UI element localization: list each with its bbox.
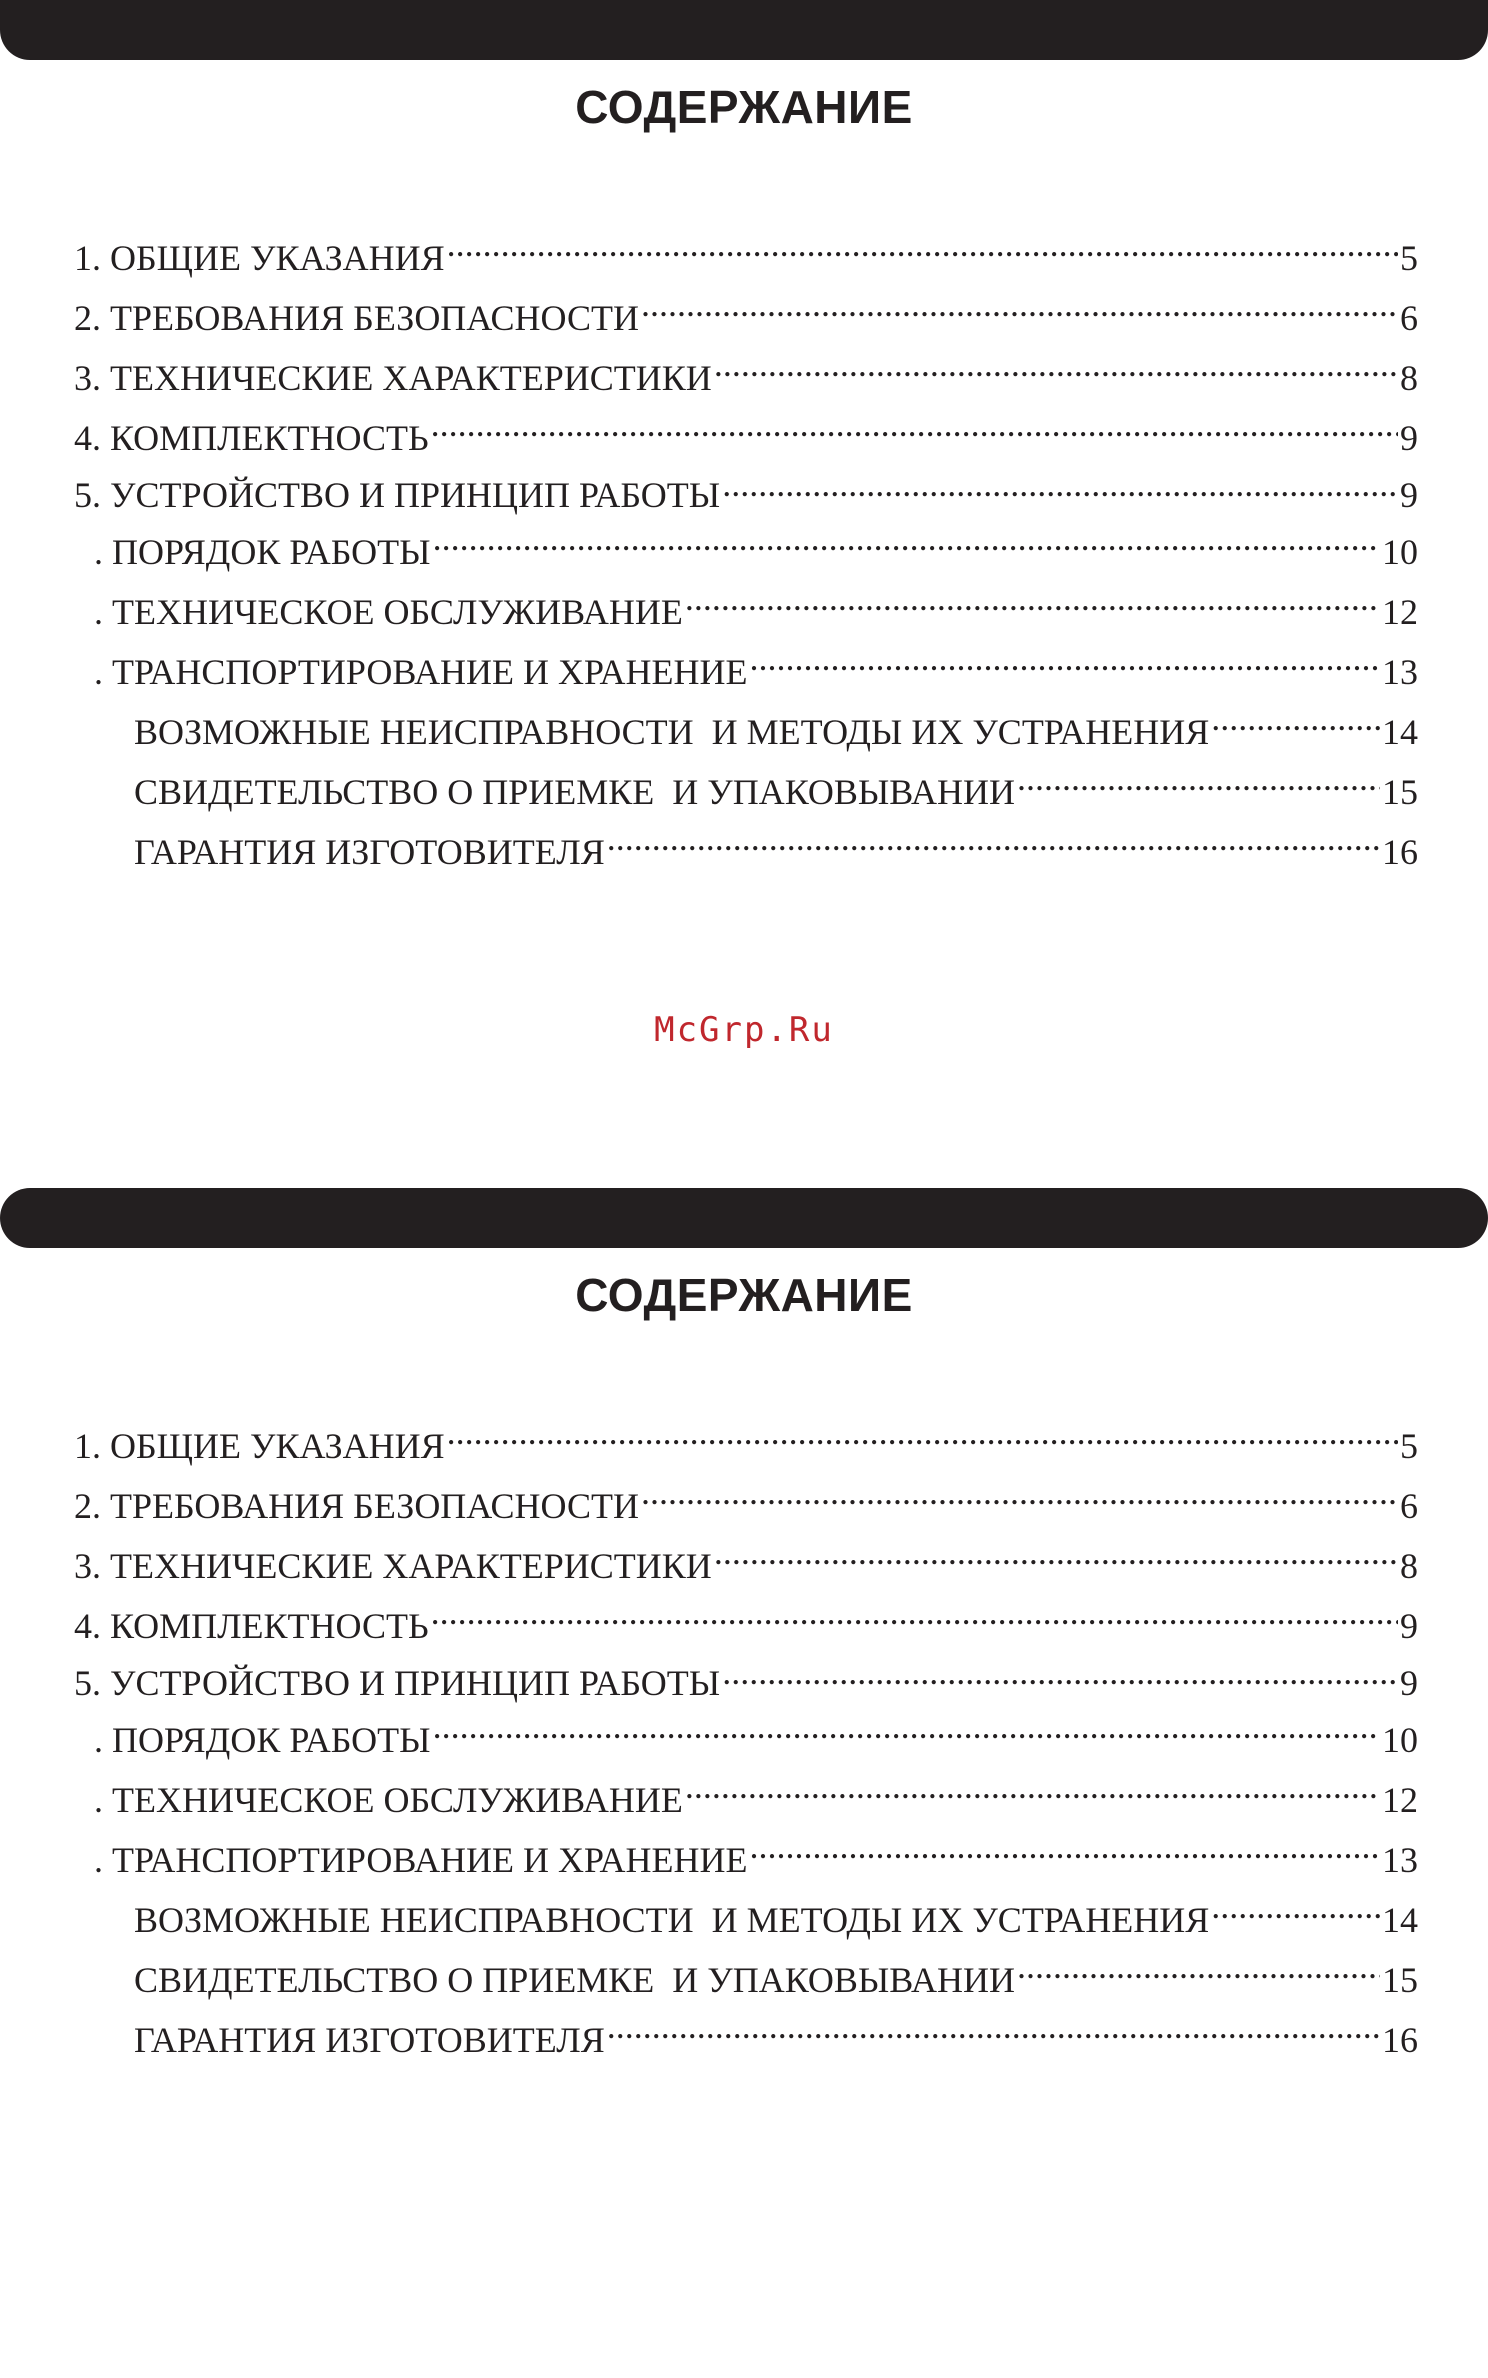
toc-number: 4.: [74, 1606, 101, 1646]
toc-entry-transport[interactable]: [74, 642, 1418, 702]
toc-number: .: [94, 532, 103, 572]
toc-label: ТЕХНИЧЕСКОЕ ОБСЛУЖИВАНИЕ: [112, 592, 683, 632]
dot-leader: [685, 1776, 1380, 1812]
toc-entry-warranty[interactable]: [74, 822, 1418, 882]
dot-leader: [749, 648, 1380, 684]
toc-label: ВОЗМОЖНЫЕ НЕИСПРАВНОСТИ И МЕТОДЫ ИХ УСТРАНЕНИЯ: [134, 1900, 1210, 1940]
toc-label: УСТРОЙСТВО И ПРИНЦИП РАБОТЫ: [110, 1663, 721, 1703]
toc-page-number: 6: [1400, 1486, 1418, 1526]
toc-label: ТРЕБОВАНИЯ БЕЗОПАСНОСТИ: [110, 1486, 639, 1526]
dot-leader: [685, 588, 1380, 624]
toc-page-number: 14: [1382, 1900, 1418, 1940]
toc-entry-acceptance[interactable]: [74, 1950, 1418, 2010]
toc-entry-design[interactable]: [74, 468, 1418, 522]
toc-number: .: [94, 1840, 103, 1880]
toc-label: ОБЩИЕ УКАЗАНИЯ: [110, 1426, 445, 1466]
toc-number: 3.: [74, 358, 101, 398]
toc-page-number: 5: [1400, 238, 1418, 278]
toc-page-number: 15: [1382, 1960, 1418, 2000]
dot-leader: [722, 471, 1398, 507]
toc-label: ТРАНСПОРТИРОВАНИЕ И ХРАНЕНИЕ: [112, 652, 748, 692]
dot-leader: [447, 234, 1398, 270]
toc-number: 1.: [74, 1426, 101, 1466]
toc-entry-design[interactable]: [74, 1656, 1418, 1710]
toc-number: 3.: [74, 1546, 101, 1586]
toc-number: 2.: [74, 1486, 101, 1526]
dot-leader: [607, 828, 1380, 864]
toc-label: СВИДЕТЕЛЬСТВО О ПРИЕМКЕ И УПАКОВЫВАНИИ: [134, 772, 1016, 812]
toc-page-number: 5: [1400, 1426, 1418, 1466]
toc-label: ТРАНСПОРТИРОВАНИЕ И ХРАНЕНИЕ: [112, 1840, 748, 1880]
toc-label: ПОРЯДОК РАБОТЫ: [112, 532, 431, 572]
toc-label: СВИДЕТЕЛЬСТВО О ПРИЕМКЕ И УПАКОВЫВАНИИ: [134, 1960, 1016, 2000]
toc-entry-specs[interactable]: [74, 348, 1418, 408]
toc-label: КОМПЛЕКТНОСТЬ: [110, 418, 429, 458]
dot-leader: [749, 1836, 1380, 1872]
toc-entry-operation[interactable]: [74, 522, 1418, 582]
dot-leader: [1211, 708, 1380, 744]
dot-leader: [641, 294, 1398, 330]
toc-page-number: 9: [1400, 418, 1418, 458]
toc-page-number: 10: [1382, 1720, 1418, 1760]
toc-page-number: 6: [1400, 298, 1418, 338]
header-bar: [0, 0, 1488, 60]
toc-label: ОБЩИЕ УКАЗАНИЯ: [110, 238, 445, 278]
dot-leader: [1017, 1956, 1380, 1992]
toc-label: ТЕХНИЧЕСКИЕ ХАРАКТЕРИСТИКИ: [110, 358, 712, 398]
toc-number: .: [94, 652, 103, 692]
toc-entry-contents[interactable]: [74, 1596, 1418, 1656]
toc-page-number: 8: [1400, 358, 1418, 398]
toc-number: .: [94, 1780, 103, 1820]
toc-entry-specs[interactable]: [74, 1536, 1418, 1596]
toc-number: 5.: [74, 475, 101, 515]
toc-label: КОМПЛЕКТНОСТЬ: [110, 1606, 429, 1646]
toc-label: ТЕХНИЧЕСКОЕ ОБСЛУЖИВАНИЕ: [112, 1780, 683, 1820]
toc-entry-safety[interactable]: [74, 288, 1418, 348]
toc-page-number: 16: [1382, 2020, 1418, 2060]
dot-leader: [714, 354, 1398, 390]
toc-number: 2.: [74, 298, 101, 338]
toc-page-number: 13: [1382, 652, 1418, 692]
toc-entry-maintenance[interactable]: [74, 582, 1418, 642]
toc-entry-troubleshooting[interactable]: [74, 1890, 1418, 1950]
toc-entry-contents[interactable]: [74, 408, 1418, 468]
page-title: СОДЕРЖАНИЕ: [575, 81, 913, 133]
toc-label: ГАРАНТИЯ ИЗГОТОВИТЕЛЯ: [134, 832, 605, 872]
dot-leader: [431, 1602, 1398, 1638]
toc-page-number: 15: [1382, 772, 1418, 812]
toc-entry-general[interactable]: [74, 1416, 1418, 1476]
toc-page-2: [0, 1188, 1488, 2378]
toc-entry-safety[interactable]: [74, 1476, 1418, 1536]
toc-entry-acceptance[interactable]: [74, 762, 1418, 822]
toc-page-number: 16: [1382, 832, 1418, 872]
toc-entry-troubleshooting[interactable]: [74, 702, 1418, 762]
toc-number: .: [94, 1720, 103, 1760]
toc-label: УСТРОЙСТВО И ПРИНЦИП РАБОТЫ: [110, 475, 721, 515]
toc-page-number: 9: [1400, 475, 1418, 515]
header-bar: [0, 1188, 1488, 1248]
toc-entry-transport[interactable]: [74, 1830, 1418, 1890]
dot-leader: [607, 2016, 1380, 2052]
toc-page-number: 9: [1400, 1663, 1418, 1703]
toc-page-number: 8: [1400, 1546, 1418, 1586]
toc-label: ТРЕБОВАНИЯ БЕЗОПАСНОСТИ: [110, 298, 639, 338]
table-of-contents: [74, 228, 1418, 882]
toc-number: .: [94, 592, 103, 632]
toc-label: ТЕХНИЧЕСКИЕ ХАРАКТЕРИСТИКИ: [110, 1546, 712, 1586]
toc-number: 1.: [74, 238, 101, 278]
watermark: McGrp.Ru: [654, 1010, 834, 1050]
toc-entry-general[interactable]: [74, 228, 1418, 288]
toc-page-number: 13: [1382, 1840, 1418, 1880]
toc-label: ГАРАНТИЯ ИЗГОТОВИТЕЛЯ: [134, 2020, 605, 2060]
dot-leader: [1017, 768, 1380, 804]
toc-page-number: 10: [1382, 532, 1418, 572]
dot-leader: [641, 1482, 1398, 1518]
dot-leader: [431, 414, 1398, 450]
toc-page-number: 9: [1400, 1606, 1418, 1646]
dot-leader: [722, 1659, 1398, 1695]
dot-leader: [1211, 1896, 1380, 1932]
page-title: СОДЕРЖАНИЕ: [575, 1269, 913, 1321]
toc-entry-maintenance[interactable]: [74, 1770, 1418, 1830]
toc-number: 4.: [74, 418, 101, 458]
toc-label: ВОЗМОЖНЫЕ НЕИСПРАВНОСТИ И МЕТОДЫ ИХ УСТРАНЕНИЯ: [134, 712, 1210, 752]
toc-label: ПОРЯДОК РАБОТЫ: [112, 1720, 431, 1760]
dot-leader: [714, 1542, 1398, 1578]
dot-leader: [447, 1422, 1398, 1458]
table-of-contents: [74, 1416, 1418, 2070]
dot-leader: [433, 528, 1380, 564]
toc-number: 5.: [74, 1663, 101, 1703]
toc-entry-operation[interactable]: [74, 1710, 1418, 1770]
toc-page-number: 12: [1382, 592, 1418, 632]
toc-page-number: 12: [1382, 1780, 1418, 1820]
toc-entry-warranty[interactable]: [74, 2010, 1418, 2070]
toc-page-number: 14: [1382, 712, 1418, 752]
dot-leader: [433, 1716, 1380, 1752]
